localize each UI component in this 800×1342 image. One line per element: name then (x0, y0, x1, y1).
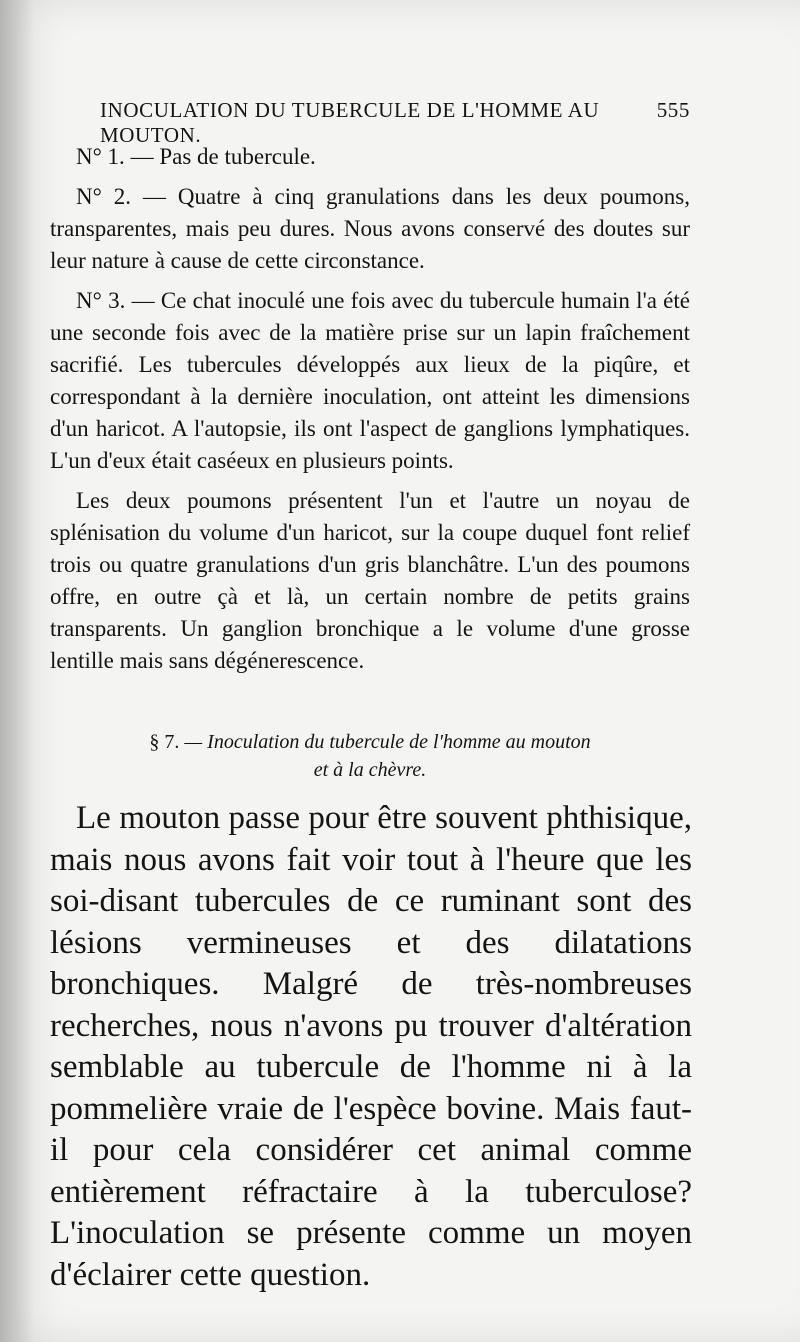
note-text: — Quatre à cinq granulations dans les deux poumons, transparentes, mais peu dures. Nous avons conservé des doutes sur leur nature à cause de cette circonstance. (50, 184, 691, 273)
note-3 (50, 285, 690, 477)
note-number: N° 3. (76, 288, 126, 313)
section-number: § 7. (149, 731, 180, 753)
section-title-part-1: — Inoculation du tubercule de l'homme au mouton (184, 731, 591, 753)
note-number: N° 2. (76, 184, 131, 209)
note-text: — Ce chat inoculé une fois avec du tubercule humain l'a été une seconde fois avec de la matière prise sur un lapin fraîchement sacrifié. Les tubercules développés aux lieux de la piqûre, et correspondant à la dernière inoculation, ont atteint les dimensions d'un haricot. A l'autopsie, ils ont l'aspect de ganglions lymphatiques. L'un d'eux était caséeux en plusieurs points. (50, 288, 690, 473)
section-heading (50, 728, 690, 784)
page-edge-shadow (0, 0, 34, 1342)
note-number: N° 1. (76, 144, 125, 169)
section-heading-line-1 (50, 728, 690, 756)
main-paragraph: Le mouton passe pour être souvent phthisique, mais nous avons fait voir tout à l'heure que les soi-disant tubercules de ce ruminant sont des lésions vermineuses et des dilatations bronchiques. Malgré de très-nombreuses recherches, nous n'avons pu trouver d'altération semblable au tubercule de l'homme ni à la pommelière vraie de l'espèce bovine. Mais faut-il pour cela considérer cet animal comme entièrement réfractaire à la tuberculose? L'inoculation se présente comme un moyen d'éclairer cette question. (50, 800, 692, 1293)
note-1 (50, 141, 690, 173)
page-number: 555 (656, 98, 690, 122)
section-title-part-2: et à la chèvre. (313, 759, 427, 781)
notes-section (50, 141, 690, 677)
lungs-paragraph: Les deux poumons présentent l'un et l'autre un noyau de splénisation du volume d'un haricot, sur la coupe duquel font relief trois ou quatre granulations d'un gris blanchâtre. L'un des poumons offre, en outre çà et là, un certain nombre de petits grains transparents. Un ganglion bronchique a le volume d'une grosse lentille mais sans dégénerescence. (50, 488, 690, 673)
note-text: — Pas de tubercule. (130, 144, 316, 169)
main-text (50, 798, 692, 1296)
note-2 (50, 181, 690, 277)
running-title: INOCULATION DU TUBERCULE DE L'HOMME AU MOUTON. (100, 98, 600, 147)
